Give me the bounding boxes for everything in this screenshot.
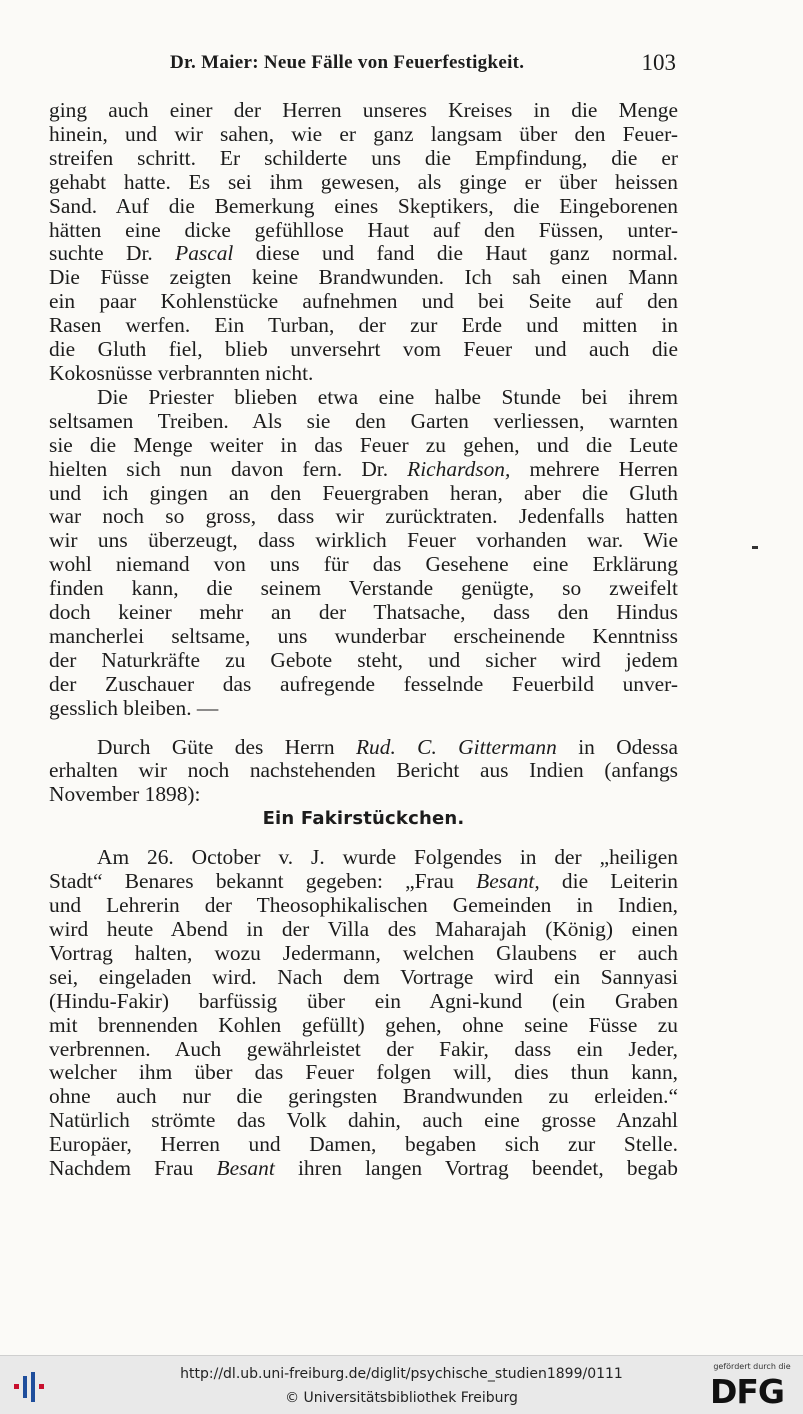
source-url-link[interactable]: http://dl.ub.uni-freiburg.de/diglit/psychische_studien1899/0111	[180, 1366, 623, 1382]
person-name: Besant,	[476, 869, 540, 894]
text-line: gehabt hatte. Es sei ihm gewesen, als ginge er über heissen	[49, 169, 678, 194]
text-line: Europäer, Herren und Damen, begaben sich zur Stelle.	[49, 1132, 678, 1157]
paragraph-4	[49, 846, 678, 1181]
text-line: der Zuschauer das aufregende fesselnde Feuerbild unver-	[49, 671, 678, 696]
text-line: wir uns überzeugt, dass wirklich Feuer vorhanden war. Wie	[49, 528, 678, 553]
text-line: der Naturkräfte zu Gebote steht, und sicher wird jedem	[49, 647, 678, 672]
text-line: (Hindu-Fakir) barfüssig über ein Agni-kund (ein Graben	[49, 988, 678, 1013]
text-line: sie die Menge weiter in das Feuer zu gehen, und die Leute	[49, 432, 678, 457]
dfg-caption: gefördert durch die	[713, 1362, 791, 1371]
text-line: die Gluth fiel, blieb unversehrt vom Feuer und auch die	[49, 337, 678, 362]
text-run: die Leiterin	[539, 869, 678, 894]
text-line: verbrennen. Auch gewährleistet der Fakir, dass ein Jeder,	[49, 1036, 678, 1061]
text-run: suchte Dr.	[49, 241, 176, 266]
text-line: und ich gingen an den Feuergraben heran, aber die Gluth	[49, 480, 678, 505]
text-line: finden kann, die seinem Verstande genügte, so zweifelt	[49, 576, 678, 601]
text-run: hielten sich nun davon fern. Dr.	[49, 456, 408, 481]
text-run: Nachdem Frau	[49, 1156, 217, 1181]
text-line: seltsamen Treiben. Als sie den Garten verliessen, warnten	[49, 408, 678, 433]
person-name: Rud. C. Gittermann	[355, 734, 557, 759]
text-line: war noch so gross, dass wir zurücktraten. Jedenfalls hatten	[49, 504, 678, 529]
paragraph-2	[49, 386, 678, 721]
text-run: Durch Güte des Herrn	[97, 734, 356, 759]
section-heading: Ein Fakirstückchen.	[262, 808, 465, 830]
text-line: Vortrag halten, wozu Jedermann, welchen Glaubens er auch	[49, 940, 678, 965]
text-line: gesslich bleiben. —	[49, 695, 219, 720]
text-line: Rasen werfen. Ein Turban, der zur Erde und mitten in	[49, 313, 678, 338]
text-run: in Odessa	[556, 734, 679, 759]
person-name: Pascal	[175, 241, 234, 266]
text-line	[49, 242, 678, 266]
person-name: Besant	[216, 1156, 275, 1181]
text-run: ihren langen Vortrag beendet, begab	[274, 1156, 678, 1181]
text-line: ohne auch nur die geringsten Brandwunden zu erleiden.“	[49, 1084, 678, 1109]
text-line: sei, eingeladen wird. Nach dem Vortrage wird ein Sannyasi	[49, 964, 678, 989]
text-line: mancherlei seltsame, uns wunderbar erscheinende Kenntniss	[49, 623, 678, 648]
text-line: Kokosnüsse verbrannten nicht.	[49, 360, 314, 385]
margin-mark	[752, 546, 758, 549]
text-run: mehrere Herren	[510, 456, 679, 481]
copyright-notice: © Universitätsbibliothek Freiburg	[285, 1390, 518, 1406]
text-line: und Lehrerin der Theosophikalischen Gemeinden in Indien,	[49, 893, 678, 918]
running-title: Dr. Maier: Neue Fälle von Feuerfestigkeit.	[170, 52, 525, 73]
text-line: welcher ihm über das Feuer folgen will, dies thun kann,	[49, 1060, 678, 1085]
text-line: hätten eine dicke gefühllose Haut auf den Füssen, unter-	[49, 217, 678, 242]
text-line	[49, 1157, 678, 1181]
text-line: Natürlich strömte das Volk dahin, auch eine grosse Anzahl	[49, 1108, 678, 1133]
text-line: ging auch einer der Herren unseres Kreises in die Menge	[49, 98, 678, 122]
text-line: Die Füsse zeigten keine Brandwunden. Ich sah einen Mann	[49, 265, 678, 290]
text-line	[49, 458, 678, 482]
text-line: streifen schritt. Er schilderte uns die Empfindung, die er	[49, 145, 678, 170]
paragraph-1	[49, 99, 678, 386]
text-line: wohl niemand von uns für das Gesehene eine Erklärung	[49, 552, 678, 577]
text-line: Am 26. October v. J. wurde Folgendes in der „heiligen	[97, 845, 678, 870]
text-line	[49, 870, 678, 894]
text-line	[49, 736, 678, 760]
text-line: mit brennenden Kohlen gefüllt) gehen, ohne seine Füsse zu	[49, 1012, 678, 1037]
page-number: 103	[641, 50, 676, 75]
text-run: Stadt“ Benares bekannt gegeben: „Frau	[49, 869, 477, 894]
person-name: Richardson,	[407, 456, 511, 481]
text-line: Sand. Auf die Bemerkung eines Skeptikers, die Eingeborenen	[49, 193, 678, 218]
text-line: November 1898):	[49, 782, 201, 807]
text-line: ein paar Kohlenstücke aufnehmen und bei Seite auf den	[49, 289, 678, 314]
text-line: wird heute Abend in der Villa des Maharajah (König) einen	[49, 917, 678, 941]
text-line: hinein, und wir sahen, wie er ganz langsam über den Feuer-	[49, 121, 678, 146]
paragraph-3	[49, 736, 678, 808]
text-line: Die Priester blieben etwa eine halbe Stunde bei ihrem	[97, 384, 678, 409]
page-header	[48, 50, 678, 80]
text-run: diese und fand die Haut ganz normal.	[233, 241, 678, 266]
text-line: doch keiner mehr an der Thatsache, dass den Hindus	[49, 600, 678, 625]
text-line: erhalten wir noch nachstehenden Bericht aus Indien (anfangs	[49, 758, 678, 783]
body-text	[49, 99, 678, 1181]
dfg-logo	[706, 1362, 798, 1410]
viewer-footer	[0, 1355, 803, 1414]
dfg-logo-text: DFG	[710, 1372, 785, 1411]
